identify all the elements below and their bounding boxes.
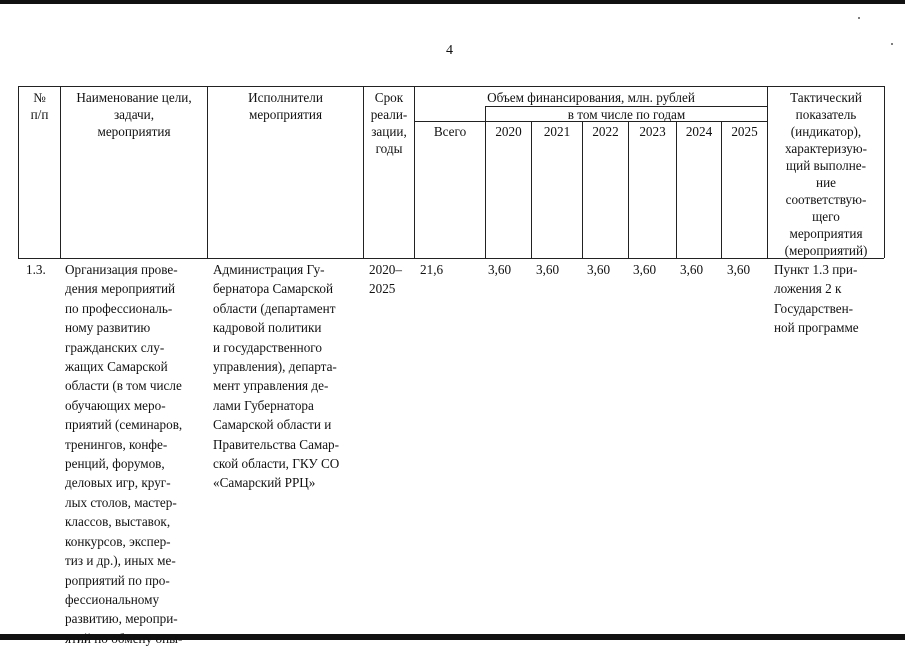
header-year: 2025	[731, 124, 758, 139]
row-goal: Организация прове- дения мероприятий по профессиональ- ному развитию гражданских слу- жащих Самарской области (в том числе обучающих меро- приятий (семинаров, тренингов, конфе- ренций, форумов, деловых игр, круг- лых столов, мастер- классов, выставок, конкурсов, экспер- тиз и др.), иных ме- роприятий по про- фессиональному развитию, меропри- ятий по обмену опы-	[65, 262, 183, 646]
page-number: 4	[446, 43, 453, 58]
row-year-value: 3,60	[587, 262, 611, 277]
header-goal: Наименование цели, задачи, мероприятия	[76, 90, 192, 139]
header-year: 2024	[685, 124, 713, 139]
header-year: 2022	[592, 124, 619, 139]
header-year: 2020	[495, 124, 522, 139]
header-executors: Исполнители мероприятия	[248, 90, 323, 122]
row-year-value: 3,60	[488, 262, 512, 277]
header-year: 2023	[639, 124, 666, 139]
row-year-value: 3,60	[536, 262, 560, 277]
row-term: 2020– 2025	[369, 262, 402, 297]
header-by-years: в том числе по годам	[567, 107, 686, 122]
row-indicator: Пункт 1.3 при- ложения 2 к Государствен- ной программе	[774, 262, 859, 336]
header-term: Срок реали- зации, годы	[370, 90, 408, 156]
row-executors: Администрация Гу- бернатора Самарской области (департамент кадровой политики и государственного управления), департа- мент управления де- лами Губернатора Самарской области и Правительства Самар- ской области, ГКУ СО «Самарский РРЦ»	[213, 262, 340, 491]
header-funding: Объем финансирования, млн. рублей	[487, 90, 695, 105]
row-total: 21,6	[420, 262, 444, 277]
header-num: № п/п	[30, 90, 49, 122]
header-year: 2021	[543, 124, 571, 139]
header-total: Всего	[433, 124, 467, 139]
row-year-value: 3,60	[633, 262, 657, 277]
row-num: 1.3.	[26, 262, 46, 277]
row-year-value: 3,60	[680, 262, 704, 277]
header-indicator: Тактический показатель (индикатор), характеризую- щий выполне- ние соответствую- щего мероприятия (мероприятий)	[784, 90, 868, 258]
row-year-value: 3,60	[727, 262, 751, 277]
